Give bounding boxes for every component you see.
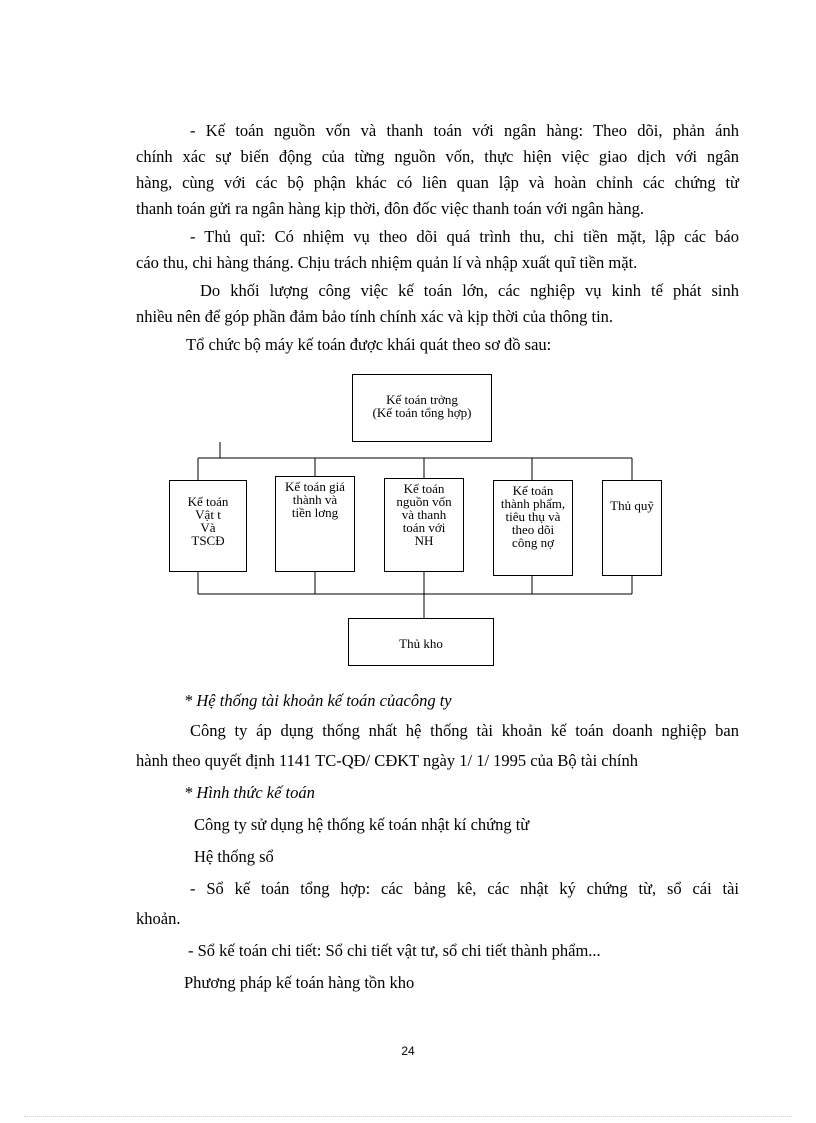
paragraph-line: hàng, cùng với các bộ phận khác có liên quan lập và hoàn chỉnh các chứng từ [136,173,739,192]
chief-accountant-box [352,374,492,442]
paragraph-line: thanh toán gửi ra ngân hàng kịp thời, đôn đốc việc thanh toán với ngân hàng. [136,199,644,218]
org-chart [160,368,680,672]
materials-accountant-box [169,480,247,572]
paragraph-line: cáo thu, chi hàng tháng. Chịu trách nhiệm quản lí và nhập xuất quĩ tiền mặt. [136,253,638,272]
paragraph-line: - Thủ quĩ: Có nhiệm vụ theo dõi quá trình thu, chi tiền mặt, lập các báo [190,227,739,246]
treasurer-label: Thủ quỹ [610,498,654,513]
cost-accountant-box [275,476,355,572]
paragraph-line: khoản. [136,909,181,928]
warehouse-keeper-box [348,618,494,666]
paragraph-line: Phương pháp kế toán hàng tồn kho [184,973,415,992]
materials-accountant-label: Kế toán Vật t Và TSCĐ [187,494,229,548]
paragraph-line: - Sổ kế toán tổng hợp: các bảng kê, các nhật ký chứng từ, sổ cái tài [190,879,739,898]
section-heading: * Hệ thống tài khoản kế toán củacông ty [184,691,452,710]
paragraph-line: Công ty sử dụng hệ thống kế toán nhật kí chứng từ [194,815,530,834]
paragraph-line: chính xác sự biến động của từng nguồn vốn, thực hiện việc giao dịch với ngân [136,147,739,166]
capital-accountant-label: Kế toán nguồn vốn và thanh toán với NH [396,481,452,548]
paragraph-line: - Sổ kế toán chi tiết: Sổ chi tiết vật tư, sổ chi tiết thành phẩm... [188,941,601,960]
paragraph-line: Công ty áp dụng thống nhất hệ thống tài khoản kế toán doanh nghiệp ban [190,721,739,740]
page-number: 24 [401,1044,415,1058]
chief-accountant-label: Kế toán trởng (Kế toán tổng hợp) [372,392,472,420]
cost-accountant-label: Kế toán giá thành và tiền lơng [285,479,345,520]
warehouse-keeper-label: Thủ kho [399,636,443,651]
treasurer-box [602,480,662,576]
capital-accountant-box [384,478,464,572]
sales-accountant-label: Kế toán thành phẩm, tiêu thụ và theo dõi công nợ [500,483,566,550]
section-heading: * Hình thức kế toán [184,783,315,802]
paragraph-line: hành theo quyết định 1141 TC-QĐ/ CĐKT ngày 1/ 1/ 1995 của Bộ tài chính [136,751,638,770]
paragraph-line: Do khối lượng công việc kế toán lớn, các nghiệp vụ kinh tế phát sinh [200,281,739,300]
diagram-intro: Tổ chức bộ máy kế toán được khái quát theo sơ đồ sau: [186,335,552,354]
paragraph-line: nhiều nên để góp phần đảm bảo tính chính xác và kịp thời của thông tin. [136,307,614,326]
sales-accountant-box [493,480,573,576]
paragraph-line: Hệ thống sổ [194,847,274,866]
paragraph-line: - Kế toán nguồn vốn và thanh toán với ngân hàng: Theo dõi, phản ánh [190,121,739,140]
page-border-dotted [24,1116,792,1117]
